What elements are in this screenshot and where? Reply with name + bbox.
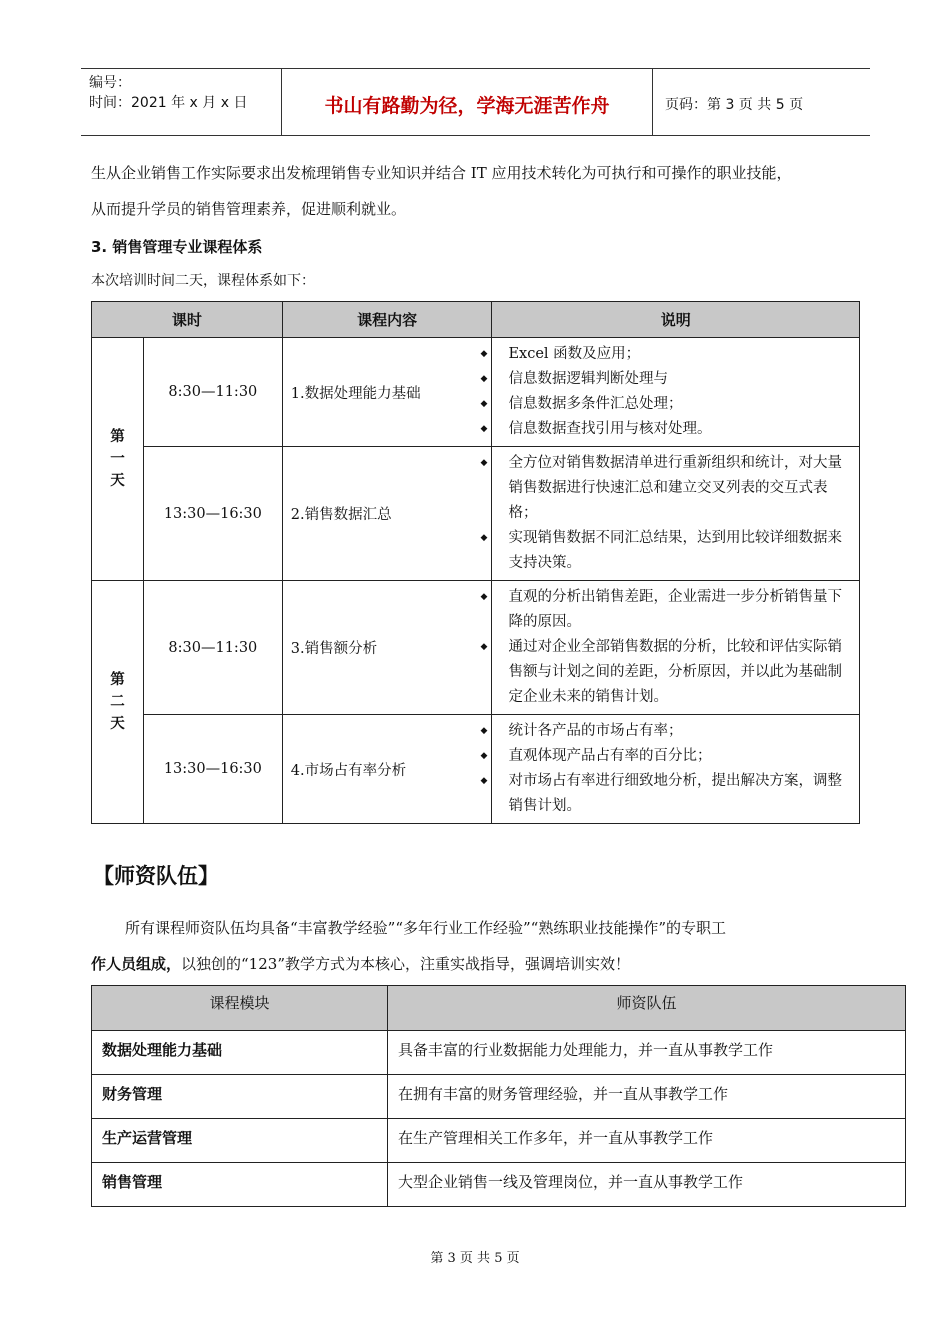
header-module: 课程模块 xyxy=(92,986,388,1031)
table-row xyxy=(92,1075,906,1119)
table-row xyxy=(92,447,860,581)
session-content: 3.销售额分析 xyxy=(282,581,492,715)
intro-line-1: 生从企业销售工作实际要求出发梳理销售专业知识并结合 IT 应用技术转化为可执行和可操作的职业技能， xyxy=(91,164,792,182)
table-row xyxy=(92,581,860,715)
page-footer: 第 3 页 共 5 页 xyxy=(430,1251,520,1266)
table-row xyxy=(92,338,860,447)
module-name: 销售管理 xyxy=(92,1163,388,1207)
header-page-label: 页码：第 3 页 共 5 页 xyxy=(665,97,804,113)
module-name: 数据处理能力基础 xyxy=(92,1031,388,1075)
note-item: ◆ Excel 函数及应用； xyxy=(500,342,853,367)
page-header xyxy=(81,68,870,136)
team-description: 具备丰富的行业数据能力处理能力，并一直从事教学工作 xyxy=(388,1031,906,1075)
note-item: ◆ 对市场占有率进行细致地分析，提出解决方案，调整销售计划。 xyxy=(500,769,853,819)
note-item: ◆ 全方位对销售数据清单进行重新组织和统计，对大量销售数据进行快速汇总和建立交叉列表的交互式表格； xyxy=(500,451,853,526)
session-notes xyxy=(492,715,860,824)
note-item: ◆ 实现销售数据不同汇总结果，达到用比较详细数据来支持决策。 xyxy=(500,526,853,576)
section-3-heading: 3. 销售管理专业课程体系 xyxy=(91,238,263,256)
day-1-text: 第一天 xyxy=(110,429,125,489)
time-label: 时间：2021 年 x 月 x 日 xyxy=(89,95,248,111)
note-item: ◆ 信息数据多条件汇总处理； xyxy=(500,392,853,417)
header-motto: 书山有路勤为径，学海无涯苦作舟 xyxy=(282,69,653,135)
session-content: 1.数据处理能力基础 xyxy=(282,338,492,447)
note-item: ◆ 直观的分析出销售差距，企业需进一步分析销售量下降的原因。 xyxy=(500,585,853,635)
team-description: 在拥有丰富的财务管理经验，并一直从事教学工作 xyxy=(388,1075,906,1119)
course-table-header xyxy=(92,302,860,338)
number-label: 编号： xyxy=(89,75,131,91)
teacher-table xyxy=(91,985,906,1207)
session-notes xyxy=(492,581,860,715)
note-item: ◆ 直观体现产品占有率的百分比； xyxy=(500,744,853,769)
session-time: 8:30—11:30 xyxy=(143,338,282,447)
session-time: 8:30—11:30 xyxy=(143,581,282,715)
day-1-label xyxy=(92,338,144,581)
teacher-table-header xyxy=(92,986,906,1031)
module-name: 生产运营管理 xyxy=(92,1119,388,1163)
note-item: ◆ 统计各产品的市场占有率； xyxy=(500,719,853,744)
session-notes xyxy=(492,338,860,447)
session-time: 13:30—16:30 xyxy=(143,447,282,581)
teachers-line-2 xyxy=(91,946,891,982)
intro-paragraph xyxy=(91,155,876,227)
header-meta xyxy=(81,69,282,135)
table-row xyxy=(92,715,860,824)
table-row xyxy=(92,1163,906,1207)
intro-line-2: 从而提升学员的销售管理素养，促进顺利就业。 xyxy=(91,200,407,218)
header-team: 师资队伍 xyxy=(388,986,906,1031)
note-item: ◆ 信息数据逻辑判断处理与 xyxy=(500,367,853,392)
course-table xyxy=(91,301,860,824)
note-item: ◆ 信息数据查找引用与核对处理。 xyxy=(500,417,853,442)
session-content: 4.市场占有率分析 xyxy=(282,715,492,824)
teachers-line-1: 所有课程师资队伍均具备“丰富教学经验”“多年行业工作经验”“熟练职业技能操作”的专职工 xyxy=(125,919,727,937)
header-description: 说明 xyxy=(492,302,860,338)
teachers-section-title: 【师资队伍】 xyxy=(93,864,219,888)
session-notes xyxy=(492,447,860,581)
teachers-line-2-rest: 以独创的“123”教学方式为本核心，注重实战指导，强调培训实效！ xyxy=(181,955,630,973)
section-3-subtext: 本次培训时间二天，课程体系如下： xyxy=(91,273,315,289)
team-description: 大型企业销售一线及管理岗位，并一直从事教学工作 xyxy=(388,1163,906,1207)
day-2-text: 第二天 xyxy=(110,672,125,732)
session-content: 2.销售数据汇总 xyxy=(282,447,492,581)
team-description: 在生产管理相关工作多年，并一直从事教学工作 xyxy=(388,1119,906,1163)
table-row xyxy=(92,1119,906,1163)
module-name: 财务管理 xyxy=(92,1075,388,1119)
teachers-paragraph xyxy=(91,910,891,982)
day-2-label xyxy=(92,581,144,824)
session-time: 13:30—16:30 xyxy=(143,715,282,824)
header-hours: 课时 xyxy=(92,302,283,338)
table-row xyxy=(92,1031,906,1075)
note-item: ◆ 通过对企业全部销售数据的分析，比较和评估实际销售额与计划之间的差距，分析原因，并以此为基础制定企业未来的销售计划。 xyxy=(500,635,853,710)
teachers-line-2-bold: 作人员组成， xyxy=(91,955,182,973)
header-content: 课程内容 xyxy=(282,302,492,338)
